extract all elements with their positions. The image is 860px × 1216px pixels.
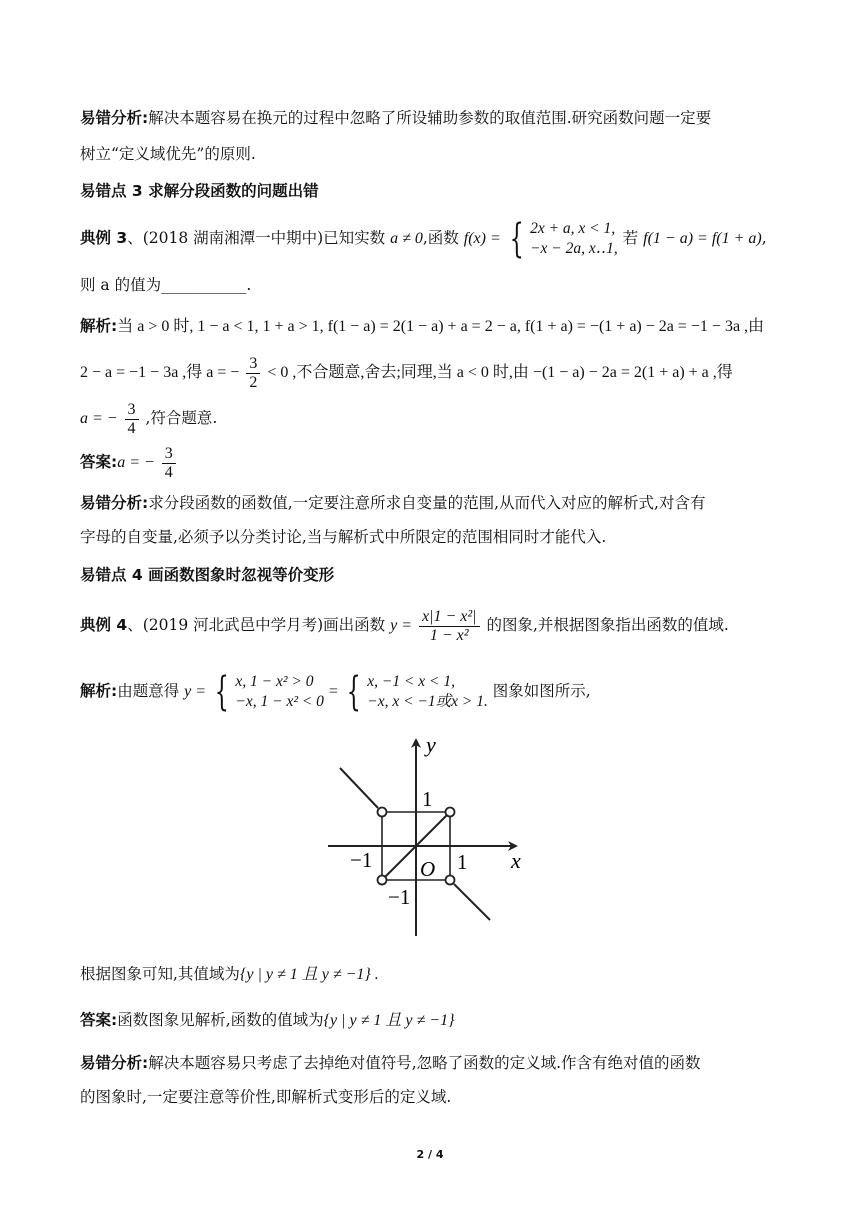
answer-3 (80, 440, 785, 484)
answer-label: 答案: (80, 1011, 118, 1029)
answer-label: 答案: (80, 453, 118, 471)
example-source: 、(2019 河北武邑中学月考)画出函数 (127, 616, 386, 634)
error-analysis-label: 易错分析: (80, 494, 149, 512)
section-heading-4: 易错点 4 画函数图象时忽视等价变形 (80, 566, 335, 584)
paragraph-text: 解决本题容易在换元的过程中忽略了所设辅助参数的取值范围.研究函数问题一定要 (148, 109, 712, 127)
solution-text: 图象如图所示, (492, 682, 591, 700)
example-label: 典例 4 (80, 616, 128, 634)
tick-label: −1 (350, 848, 373, 872)
solution-line: < 0 ,不合题意,舍去;同理,当 a < 0 时,由 −(1 − a) − 2a = 2(1 + a) + a ,得 (267, 364, 733, 381)
numerator: x|1 − x²| (419, 608, 480, 627)
answer-set: {y | y ≠ 1 且 y ≠ −1} (323, 1012, 455, 1029)
numerator: 3 (125, 401, 139, 420)
piecewise-cases (530, 219, 618, 259)
solution-text: 由题意得 (117, 682, 180, 700)
blank-line: 则 a 的值为___________. (80, 276, 252, 294)
case-1: x, −1 < x < 1, (367, 673, 455, 690)
error-analysis-label: 易错分析: (80, 1054, 149, 1072)
denominator: 4 (127, 419, 136, 437)
left-brace: { (214, 669, 229, 715)
example-4 (80, 600, 785, 650)
condition: a ≠ 0 (390, 230, 423, 247)
example-text: 的图象,并根据图象指出函数的值域. (486, 616, 729, 634)
fraction (246, 355, 260, 392)
example-3 (80, 215, 785, 299)
solution-line: 2 − a = −1 − 3a ,得 a = − (80, 364, 240, 381)
solution-3 (80, 312, 785, 440)
text: 若 (622, 229, 639, 247)
paragraph-text: 树立“定义域优先”的原则. (80, 145, 256, 163)
function-graph (320, 728, 540, 943)
open-point (446, 876, 455, 885)
left-brace: { (509, 216, 524, 262)
error-analysis-paragraph-2 (80, 489, 785, 551)
origin-label: O (420, 857, 436, 881)
tick-label: −1 (388, 885, 411, 909)
case-2: −x, x < −1或x > 1. (367, 693, 488, 710)
open-point (378, 808, 387, 817)
solution-line: 当 a > 0 时, 1 − a < 1, 1 + a > 1, f(1 − a) = 2(1 − a) + a = 2 − a, f(1 + a) = −(1 + a) − 2a = −1 − 3a ,由 (117, 318, 765, 335)
denominator: 1 − x² (429, 626, 469, 644)
answer-value: a = − (117, 454, 155, 471)
equation: f(1 − a) = f(1 + a) (643, 230, 762, 247)
solution-4 (80, 668, 785, 714)
answer-4 (80, 1006, 785, 1035)
tick-label: 1 (422, 787, 433, 811)
case-2: −x, 1 − x² < 0 (235, 693, 324, 710)
example-source: 、(2018 湖南湘潭一中期中)已知实数 (127, 229, 386, 247)
piecewise-cases (235, 672, 324, 712)
example-label: 典例 3 (80, 229, 128, 247)
error-analysis-paragraph-1 (80, 104, 785, 168)
error-analysis-label: 易错分析: (80, 109, 149, 127)
section-heading-3: 易错点 3 求解分段函数的问题出错 (80, 182, 319, 200)
solution-label: 解析: (80, 682, 118, 700)
solution-label: 解析: (80, 317, 118, 335)
page-number: 2 / 4 (416, 1148, 444, 1161)
answer-text: 函数图象见解析,函数的值域为 (117, 1011, 324, 1029)
left-brace: { (346, 669, 361, 715)
text: ,函数 (422, 229, 459, 247)
error-analysis-paragraph-3 (80, 1049, 785, 1111)
numerator: 3 (246, 355, 260, 374)
x-axis-label: x (511, 848, 521, 873)
range-text: 根据图象可知,其值域为 (80, 965, 240, 983)
solution-line: ,符合题意. (145, 409, 218, 427)
open-point (446, 808, 455, 817)
function-name: f(x) = (463, 230, 501, 247)
paragraph-text: 的图象时,一定要注意等价性,即解析式变形后的定义域. (80, 1088, 452, 1106)
case-1: 2x + a, x < 1, (530, 220, 616, 237)
function-name: y = (390, 617, 412, 634)
paragraph-text: 求分段函数的函数值,一定要注意所求自变量的范围,从而代入对应的解析式,对含有 (148, 494, 706, 512)
fraction (419, 608, 480, 645)
range-set: {y | y ≠ 1 且 y ≠ −1} . (239, 966, 379, 983)
numerator: 3 (162, 445, 176, 464)
piecewise-cases (367, 672, 488, 712)
fraction (162, 445, 176, 482)
tick-label: 1 (457, 850, 468, 874)
fraction (125, 401, 139, 438)
case-1: x, 1 − x² > 0 (235, 673, 314, 690)
text: , (761, 229, 767, 247)
paragraph-text: 字母的自变量,必须予以分类讨论,当与解析式中所限定的范围相同时才能代入. (80, 528, 607, 546)
case-2: −x − 2a, x‥1, (530, 240, 618, 257)
function-name: y = (184, 683, 207, 700)
denominator: 4 (164, 463, 173, 481)
graph-branch-left (340, 768, 378, 808)
graph-branch-right (454, 884, 490, 920)
solution-line: a = − (80, 410, 118, 427)
paragraph-text: 解决本题容易只考虑了去掉绝对值符号,忽略了函数的定义域.作含有绝对值的函数 (148, 1054, 701, 1072)
y-axis-label: y (426, 732, 436, 757)
range-statement (80, 960, 785, 989)
open-point (378, 876, 387, 885)
equals: = (328, 683, 338, 700)
denominator: 2 (249, 373, 258, 391)
